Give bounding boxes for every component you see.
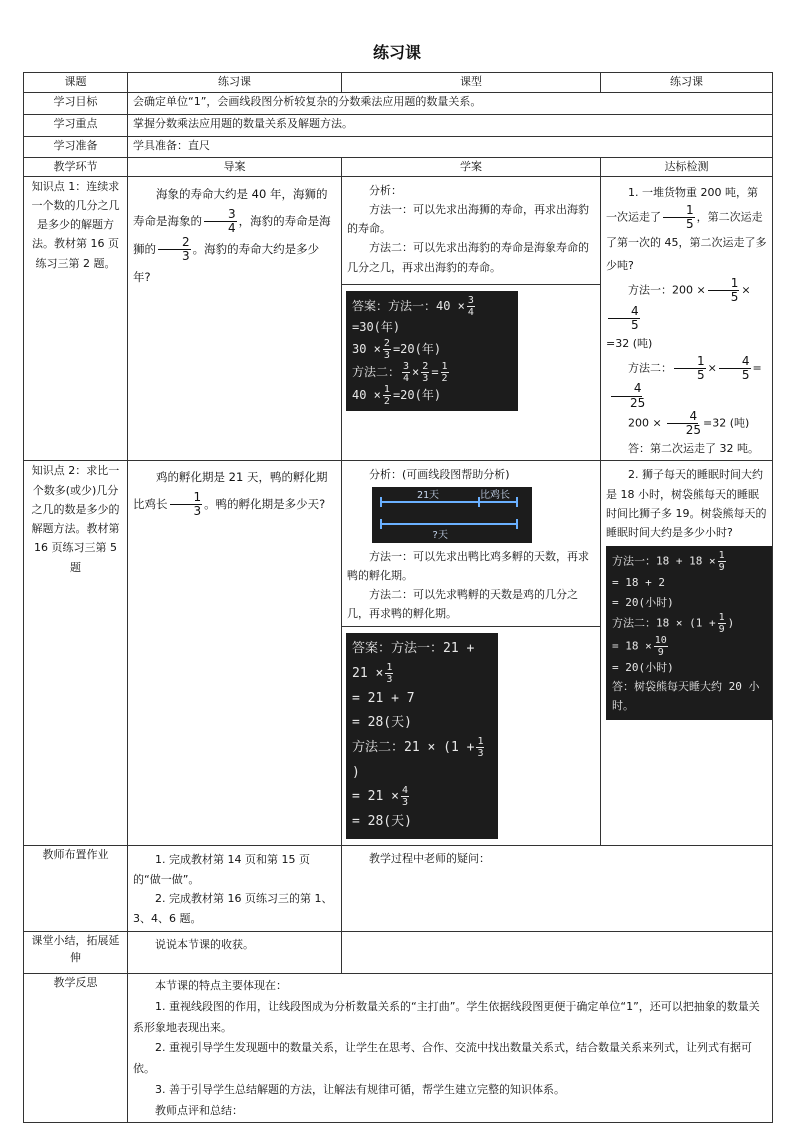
topic-label: 课题 xyxy=(24,73,128,93)
prep-label: 学习准备 xyxy=(24,137,128,158)
phase-header: 教学环节 xyxy=(24,158,128,177)
line-segment-diagram xyxy=(372,487,532,543)
fraction: $\frac{1}{3}$ xyxy=(170,491,203,518)
key-text: 掌握分数乘法应用题的数量关系及解题方法。 xyxy=(128,115,773,137)
page-title: 练习课 xyxy=(372,43,421,62)
k2-question: 鸡的孵化期是 21 天，鸭的孵化期比鸡长 $\frac{1}{3}$ 。鸭的孵化期是多少天? xyxy=(128,461,342,846)
goal-text: 会确定单位“1”，会画线段图分析较复杂的分数乘法应用题的数量关系。 xyxy=(128,93,773,115)
summary-label: 课堂小结，拓展延伸 xyxy=(24,931,128,973)
reflection-label: 教学反思 xyxy=(24,973,128,1122)
fraction: $\frac{3}{4}$ xyxy=(204,208,237,235)
prep-text: 学具准备：直尺 xyxy=(128,137,773,158)
summary-text: 说说本节课的收获。 xyxy=(128,931,342,973)
teacher-questions: 教学过程中老师的疑问： xyxy=(342,845,773,931)
header-row xyxy=(24,73,773,93)
topic-value: 练习课 xyxy=(128,73,342,93)
type-label: 课型 xyxy=(342,73,601,93)
segment-label: ?天 xyxy=(432,529,449,541)
k2-analysis: 分析：(可画线段图帮助分析) 21天 比鸡长 ?天 方法一：可以先求出鸭比鸡多孵的天数，再求鸭的孵化期。 方法二：可以先求鸭孵的天数是鸡的几分之几，再求鸭的孵化期。 xyxy=(342,461,601,627)
k1-answer-board: 答案：方法一：40 × $\frac{3}{4}$ =30(年) 30 × $\frac{2}{3}$ =20(年) 方法二： $\frac{3}{4}$ × $\frac{2}{3}$ = $\frac{1}{2}$ 40 × $\frac{1}{2}$ =20(年) xyxy=(346,291,518,411)
k2-check-board: 方法一：18 + 18 × $\frac{1}{9}$ = 18 + 2 = 20(小时) 方法二：18 × (1 + $\frac{1}{9}$ ) = 18 × $\frac{10}{9}$ = 20(小时) 答：树袋熊每天睡大约 20 小时。 xyxy=(606,546,772,719)
fraction: $\frac{2}{3}$ xyxy=(158,236,191,263)
key-label: 学习重点 xyxy=(24,115,128,137)
segment-label: 比鸡长 xyxy=(480,489,510,501)
k1-question: 海象的寿命大约是 40 年，海狮的寿命是海象的 $\frac{3}{4}$ ，海豹的寿命是海狮的 $\frac{2}{3}$ 。海豹的寿命大约是多少年? xyxy=(128,176,342,461)
k2-answer-cell xyxy=(342,627,601,846)
fraction: $\frac{1}{5}$ xyxy=(663,204,695,231)
guide-header: 导案 xyxy=(128,158,342,177)
check-header: 达标检测 xyxy=(601,158,773,177)
k2-check: 2. 狮子每天的睡眠时间大约是 18 小时，树袋熊每天的睡眠时间比狮子多 19。树袋熊每天的睡眠时间大约是多少小时? 方法一：18 + 18 × $\frac{1}{9}$ = 18 + 2 = 20(小时) 方法二：18 × (1 + $\frac{1}{9}$ ) = 18 × $\frac{10}{9}$ = 20(小时) 答：树袋熊每天睡大约 20 小时。 xyxy=(601,461,773,846)
k1-check: 1. 一堆货物重 200 吨，第一次运走了 $\frac{1}{5}$ ，第二次运走了第一次的 45，第二次运走了多少吨? 方法一：200 × $\frac{1}{5}$ × $\frac{4}{5}$ =32 (吨) 方法二： $\frac{1}{5}$ × $\frac{4}{5}$ = $\frac{4}{25}$ 200 × $\frac{4}{25}$ =32 (吨) 答：第二次运走了 32 吨。 xyxy=(601,176,773,461)
k1-label: 知识点 1：连续求一个数的几分之几是多少的解题方法。教材第 16 页练习三第 2 题。 xyxy=(24,176,128,461)
column-header-row xyxy=(24,158,773,177)
type-value: 练习课 xyxy=(601,73,773,93)
study-header: 学案 xyxy=(342,158,601,177)
reflection-text: 本节课的特点主要体现在： 1. 重视线段图的作用，让线段图成为分析数量关系的“主打曲”。学生依据线段图更便于确定单位“1”，还可以把抽象的数量关系形象地表现出来。 2. 重视引导学生发现题中的数量关系，让学生在思考、合作、交流中找出数量关系式，结合数量关系来列式，让列式有据可依。 3. 善于引导学生总结解题的方法，让解法有规律可循，帮学生建立完整的知识体系。 教师点评和总结： xyxy=(128,973,773,1122)
segment-label: 21天 xyxy=(417,489,440,501)
lesson-plan-table xyxy=(23,72,773,1123)
k2-label: 知识点 2：求比一个数多(或少)几分之几的数是多少的解题方法。教材第 16 页练习三第 5 题 xyxy=(24,461,128,846)
k1-analysis: 分析： 方法一：可以先求出海狮的寿命，再求出海豹的寿命。 方法二：可以先求出海豹的寿命是海象寿命的几分之几，再求出海豹的寿命。 xyxy=(342,176,601,284)
homework-label: 教师布置作业 xyxy=(24,845,128,931)
k1-answer-cell xyxy=(342,284,601,460)
k2-answer-board: 答案：方法一：21 + 21 × $\frac{1}{3}$ = 21 + 7 = 28(天) 方法二：21 × (1 + $\frac{1}{3}$ ) = 21 × $\frac{4}{3}$ = 28(天) xyxy=(346,633,498,839)
homework-text: 1. 完成教材第 14 页和第 15 页的“做一做”。 2. 完成教材第 16 页练习三的第 1、3、4、6 题。 xyxy=(128,845,342,931)
goal-label: 学习目标 xyxy=(24,93,128,115)
